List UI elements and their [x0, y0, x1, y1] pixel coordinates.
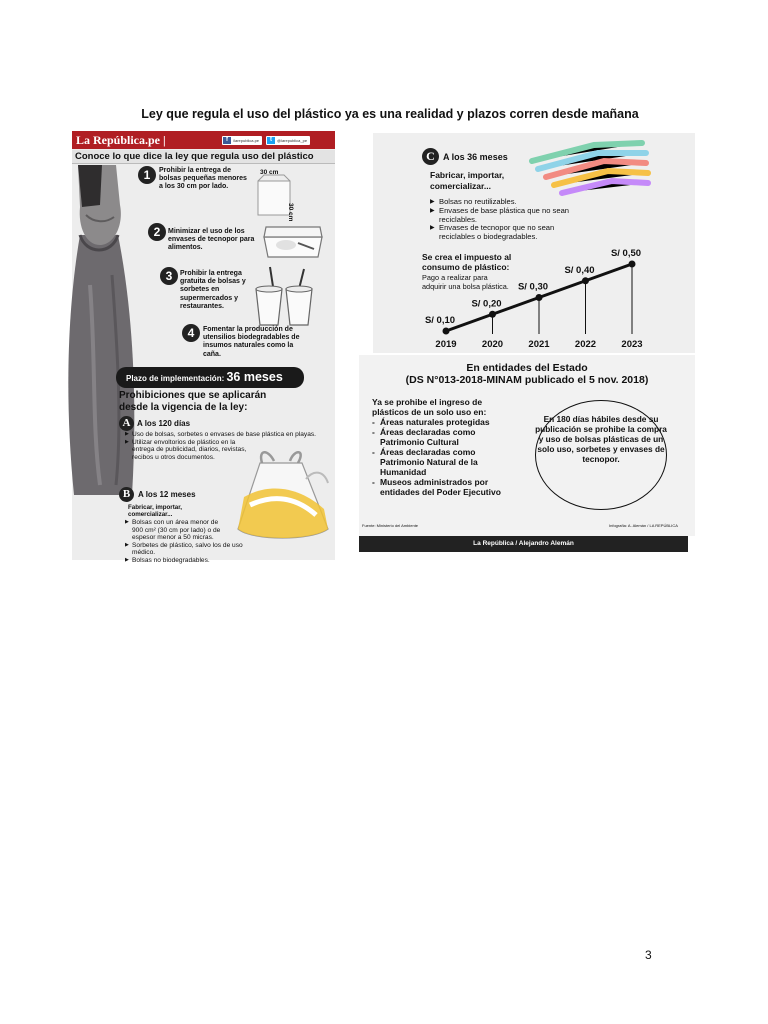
step-1-badge: 1: [138, 166, 156, 184]
state-entities-list: [372, 417, 512, 497]
list-item: ▶ Bolsas con un área menor de 900 cm² (30 cm por lado) o de espesor menor a 50 micras.: [125, 519, 229, 542]
implementation-deadline-banner: [116, 367, 304, 388]
facebook-icon: f: [223, 137, 231, 144]
tecnopor-container-icon: [258, 223, 328, 261]
twitter-handle-label: @larepublica_pe: [277, 138, 308, 143]
chart-data-label: S/ 0,20: [471, 298, 502, 310]
step-3-text: Prohibir la entrega gratuita de bolsas y sorbetes en supermercados y restaurantes.: [180, 270, 246, 310]
step-2-text: Minimizar el uso de los envases de tecnopor para alimentos.: [168, 228, 255, 252]
source-credit: Fuente: Ministerio del Ambiente: [362, 523, 419, 528]
section-a-badge: A: [119, 416, 134, 431]
list-item: - Áreas declaradas como Patrimonio Cultural: [372, 427, 512, 447]
list-item: - Áreas naturales protegidas: [372, 417, 512, 427]
chart-x-tick-label: 2019: [435, 339, 457, 350]
list-item: ▶ Sorbetes de plástico, salvo los de uso médico.: [125, 542, 263, 557]
brand-header: [72, 131, 335, 149]
infographic-credit: Infografía: A. Alemán / LA REPÚBLICA: [609, 523, 678, 528]
page-number: 3: [645, 948, 652, 962]
facebook-handle: [222, 136, 262, 145]
list-item: ▶ Uso de bolsas, sorbetes o envases de base plástica en playas.: [125, 431, 333, 439]
infographic-left-panel: [72, 131, 335, 564]
plazo-value: 36 meses: [226, 370, 283, 384]
step-2-badge: 2: [148, 223, 166, 241]
section-c-badge: C: [422, 148, 439, 165]
highlight-circle-text: En 180 días hábiles desde su publicación se prohibe la compra y uso de bolsas plásticas de un solo uso, sorbetes y envases de tecnopor.: [535, 414, 667, 464]
document-title: Ley que regula el uso del plástico ya es una realidad y plazos corren desde mañana: [141, 107, 639, 121]
list-item: ▶ Utilizar envoltorios de plástico en la entrega de publicidad, diarios, revistas, recibos u otros documentos.: [125, 439, 253, 462]
footer-credit: La República / Alejandro Alemán: [359, 536, 688, 552]
step-3-badge: 3: [160, 267, 178, 285]
chart-data-label: S/ 0,30: [517, 281, 549, 293]
twitter-icon: t: [267, 137, 275, 144]
tax-description: Pago a realizar para adquirir una bolsa plástica.: [422, 273, 509, 291]
section-c-subtitle: Fabricar, importar, comercializar...: [430, 170, 505, 191]
section-c-list: [430, 198, 590, 242]
section-b-list: [125, 519, 255, 565]
state-entities-intro: Ya se prohibe el ingreso de plásticos de un solo uso en:: [372, 397, 487, 417]
step-1-text: Prohibir la entrega de bolsas pequeñas menores a los 30 cm por lado.: [159, 167, 247, 191]
straws-illustration: [524, 135, 654, 197]
chart-data-label: S/ 0,10: [424, 315, 456, 326]
list-item: ▶ Envases de tecnopor que no sean reciclables o biodegradables.: [430, 224, 590, 242]
list-item: ▶ Envases de base plástica que no sean reciclables.: [430, 207, 590, 225]
section-b-subtitle: Fabricar, importar, comercializar...: [128, 504, 182, 518]
plazo-label: Plazo de implementación:: [126, 374, 225, 383]
section-a-title: A los 120 días: [137, 419, 191, 428]
state-entities-title: [359, 362, 695, 386]
section-b-badge: B: [119, 487, 134, 502]
section-b-title: A los 12 meses: [138, 490, 196, 499]
panel-subtitle: Conoce lo que dice la ley que regula uso del plástico: [72, 150, 335, 164]
chart-data-label: S/ 0,50: [610, 248, 642, 259]
list-item: ▶ Bolsas no reutilizables.: [430, 198, 590, 207]
state-entities-decree: (DS N°013-2018-MINAM publicado el 5 nov. 2018): [405, 374, 649, 386]
brand-name: La República.pe |: [76, 133, 166, 147]
list-item: - Museos administrados por entidades del Poder Ejecutivo: [372, 477, 512, 497]
chart-x-tick-label: 2020: [481, 339, 504, 350]
facebook-handle-label: /larepublica.pe: [233, 138, 260, 143]
chart-x-tick-label: 2021: [528, 339, 550, 350]
step-4-text: Fomentar la producción de utensilios biodegradables de insumos naturales como la caña.: [203, 326, 300, 358]
chart-x-tick-label: 2023: [621, 339, 643, 350]
prohibitions-title: Prohibiciones que se aplicarán desde la vigencia de la ley:: [119, 390, 267, 413]
dimension-vertical: 30 cm: [287, 203, 294, 222]
dimension-horizontal: 30 cm: [260, 169, 279, 176]
twitter-handle: [266, 136, 310, 145]
hand-holding-bag-illustration: [72, 165, 136, 525]
list-item: ▶ Bolsas no biodegradables.: [125, 557, 263, 565]
list-item: - Áreas declaradas como Patrimonio Natural de la Humanidad: [372, 447, 512, 477]
chart-x-tick-label: 2022: [574, 339, 597, 350]
step-4-badge: 4: [182, 324, 200, 342]
cups-with-straws-icon: [252, 267, 316, 329]
chart-data-label: S/ 0,40: [564, 264, 595, 276]
section-c-title: A los 36 meses: [443, 152, 508, 162]
state-entities-heading: En entidades del Estado: [466, 362, 588, 374]
tax-title: Se crea el impuesto al consumo de plástico:: [422, 252, 512, 272]
